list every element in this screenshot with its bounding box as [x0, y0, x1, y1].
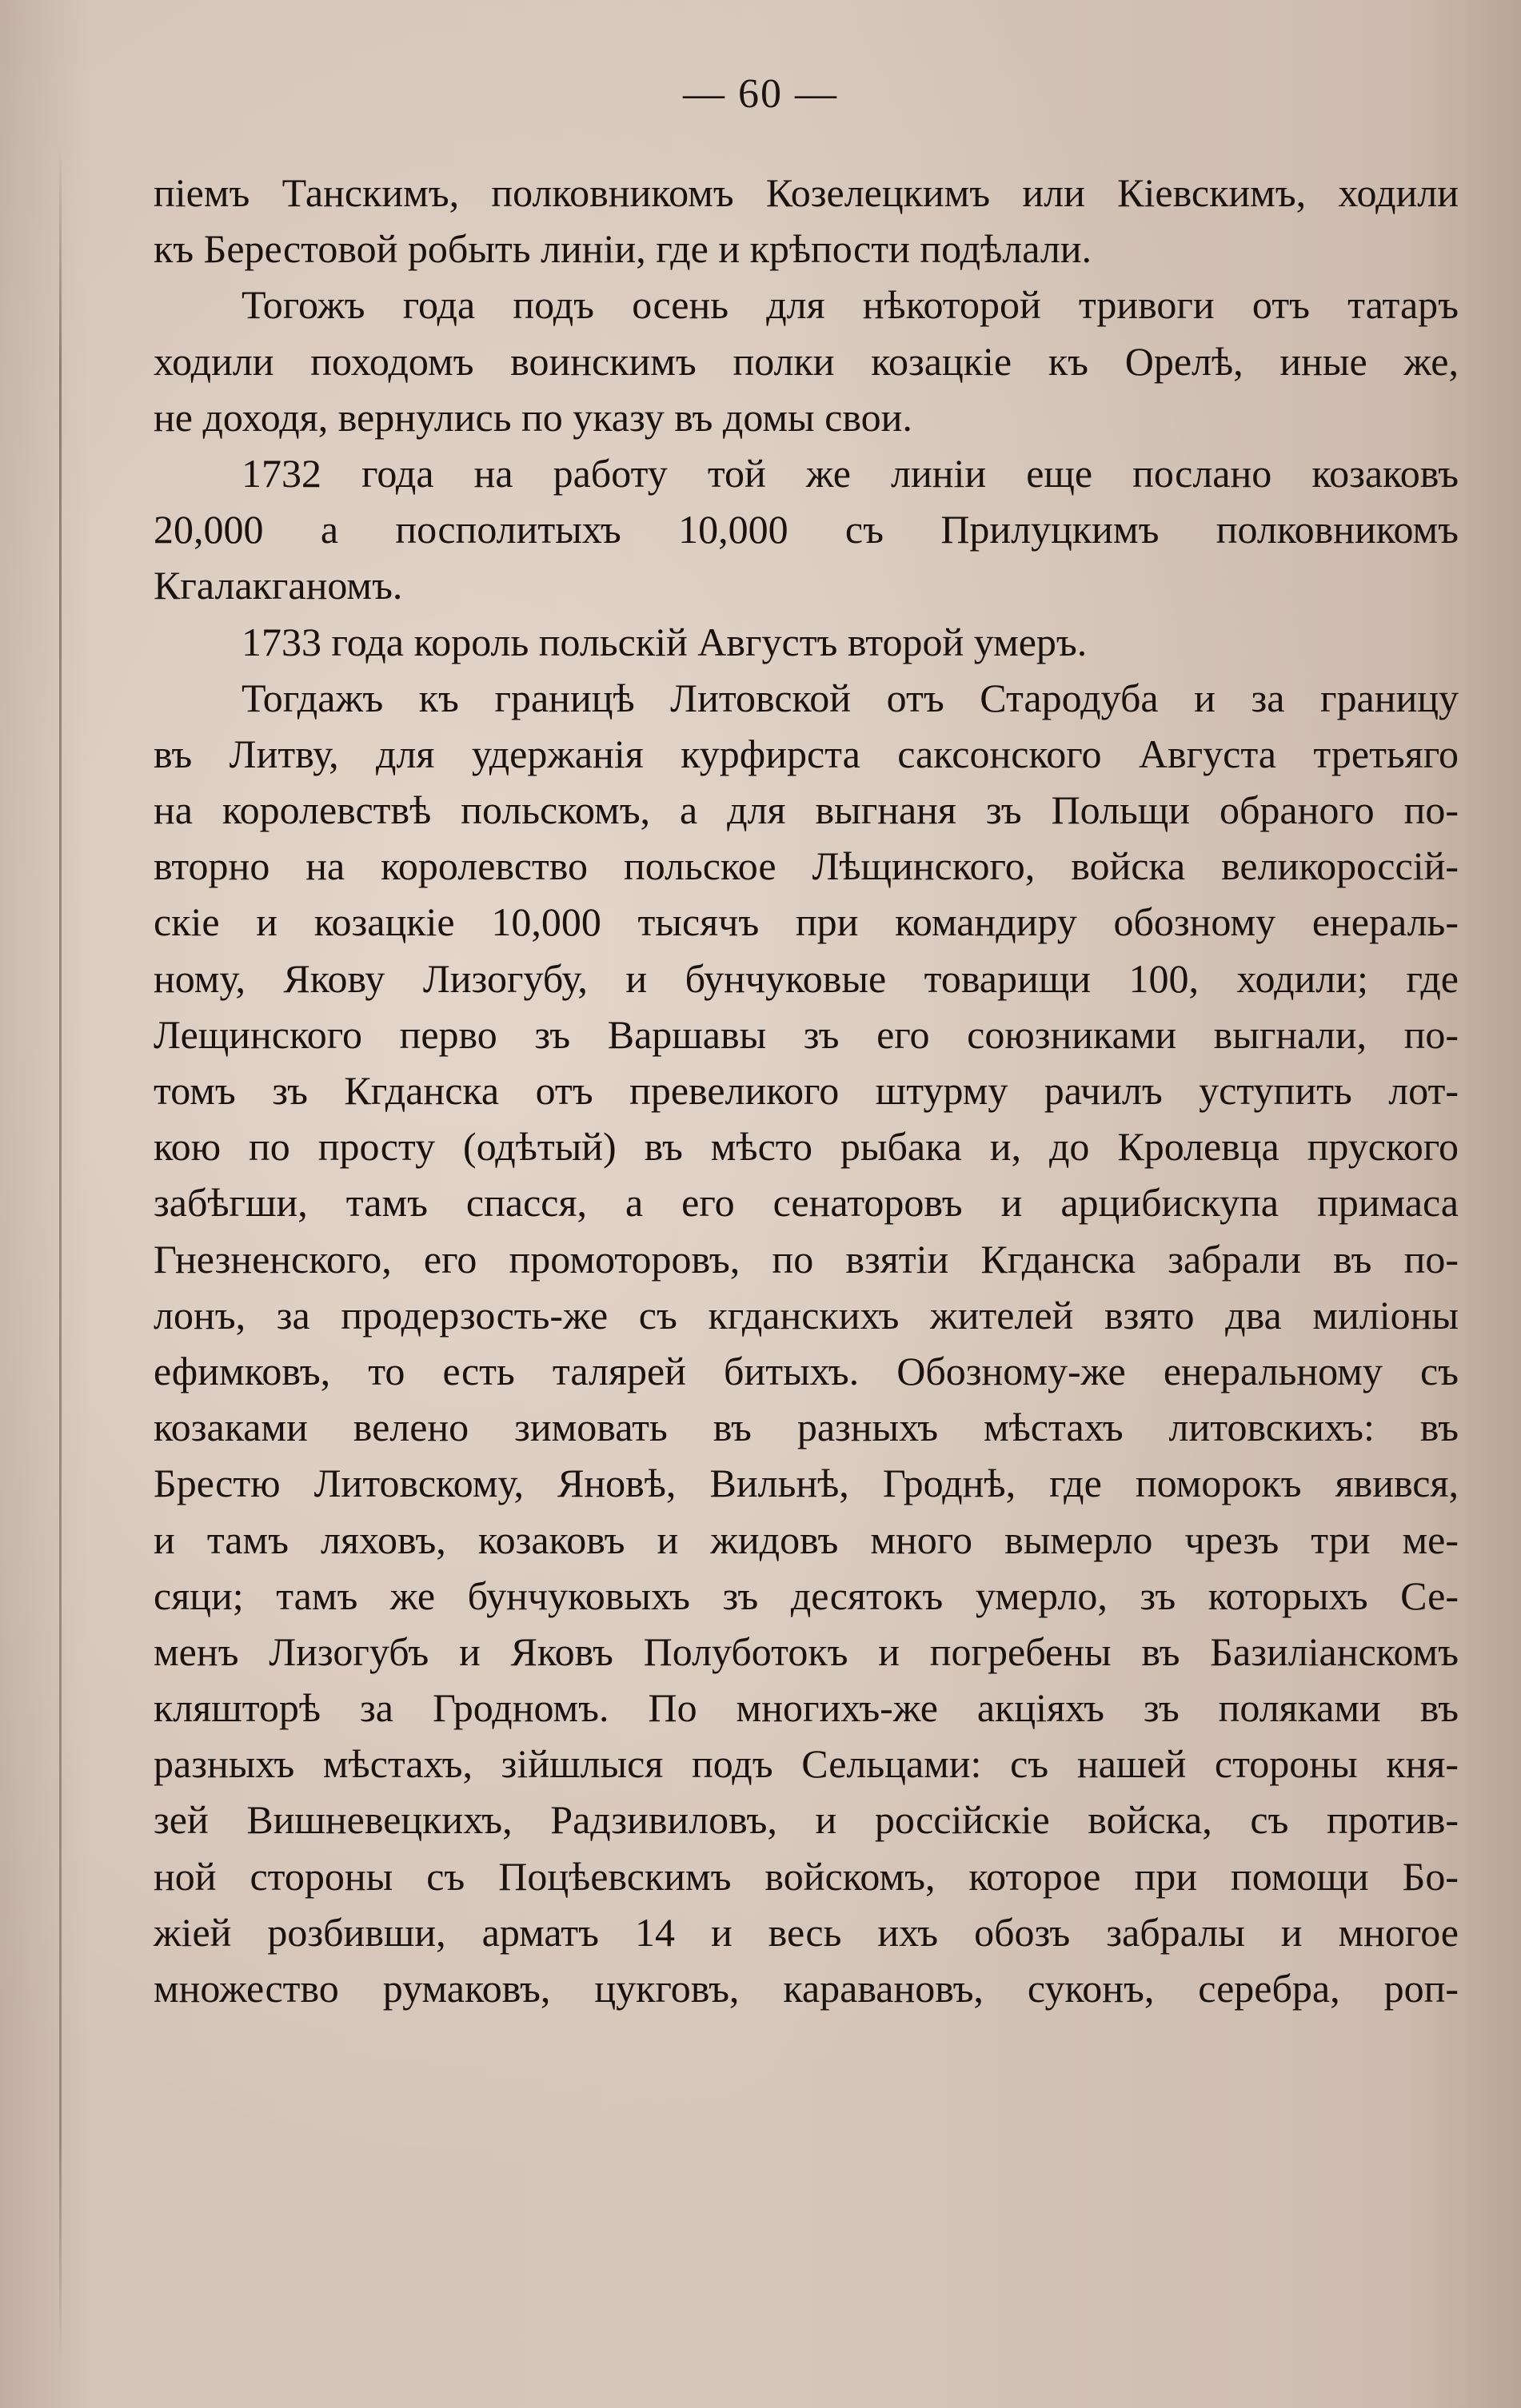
text-line: Тогдажъ къ границѣ Литовской отъ Стародуба и за границу [242, 675, 1459, 720]
text-line: ному, Якову Лизогубу, и бунчуковые товарищи 100, ходили; где [154, 955, 1459, 1001]
text-line: 1733 года король польскій Августъ второй умеръ. [242, 619, 1088, 664]
text-line: менъ Лизогубъ и Яковъ Полуботокъ и погребены въ Базиліанскомъ [154, 1629, 1459, 1674]
text-line: 1732 года на работу той же линіи еще послано козаковъ [242, 450, 1459, 496]
text-line: Брестю Литовскому, Яновѣ, Вильнѣ, Гроднѣ, где поморокъ явився, [154, 1461, 1459, 1506]
text-line: жіей розбивши, арматъ 14 и весь ихъ обозъ забралы и многое [154, 1909, 1459, 1955]
text-line: піемъ Танскимъ, полковникомъ Козелецкимъ или Кіевскимъ, ходили [154, 170, 1459, 215]
text-line: Гнезненского, его промоторовъ, по взятіи Кгданска забрали въ по- [154, 1236, 1459, 1282]
text-line: кляшторѣ за Гродномъ. По многихъ-же акціяхъ зъ поляками въ [154, 1685, 1459, 1731]
text-line: Лещинского перво зъ Варшавы зъ его союзниками выгнали, по- [154, 1011, 1459, 1057]
text-line: множество румаковъ, цукговъ, каравановъ, суконъ, серебра, роп- [154, 1966, 1459, 2011]
text-line: забѣгши, тамъ спасся, а его сенаторовъ и арцибискупа примаса [154, 1180, 1459, 1226]
text-line: на королевствѣ польскомъ, а для выгнаня зъ Польщи обраного по- [154, 787, 1459, 833]
text-line: и тамъ ляховъ, козаковъ и жидовъ много вымерло чрезъ три ме- [154, 1517, 1459, 1562]
text-line: сяци; тамъ же бунчуковыхъ зъ десятокъ умерло, зъ которыхъ Се- [154, 1573, 1459, 1618]
page-number: — 60 — [683, 71, 838, 117]
text-line: разныхъ мѣстахъ, зійшлыся подъ Сельцами: съ нашей стороны кня- [154, 1741, 1459, 1787]
text-line: въ Литву, для удержанія курфирста саксонского Августа третьяго [154, 731, 1459, 776]
text-line: ходили походомъ воинскимъ полки козацкіе къ Орелѣ, иные же, [154, 338, 1459, 384]
text-line: кою по просту (одѣтый) въ мѣсто рыбака и, до Кролевца пруского [154, 1124, 1459, 1170]
text-line: ефимковъ, то есть талярей битыхъ. Обозному-же енеральному съ [154, 1348, 1459, 1393]
text-line: ной стороны съ Поцѣевскимъ войскомъ, которое при помощи Бо- [154, 1853, 1459, 1899]
text-line: Тогожъ года подъ осень для нѣкоторой тривоги отъ татаръ [242, 282, 1459, 328]
text-line: не доходя, вернулись по указу въ домы свои. [154, 394, 912, 440]
text-line: скіе и козацкіе 10,000 тысячъ при командиру обозному енераль- [154, 899, 1459, 945]
text-line: вторно на королевство польское Лѣщинского, войска великороссій- [154, 843, 1459, 889]
text-line: къ Берестовой робыть линіи, где и крѣпости подѣлали. [154, 226, 1092, 272]
text-line: Кгалакганомъ. [154, 563, 403, 608]
text-line: 20,000 а посполитыхъ 10,000 съ Прилуцкимъ полковникомъ [154, 507, 1459, 552]
body-text [154, 165, 1459, 2016]
text-line: зей Вишневецкихъ, Радзивиловъ, и россійскіе войска, съ против- [154, 1797, 1459, 1843]
text-line: томъ зъ Кгданска отъ превеликого штурму рачилъ уступить лот- [154, 1068, 1459, 1113]
text-line: лонъ, за продерзость-же съ кгданскихъ жителей взято два милiоны [154, 1292, 1459, 1338]
page-fold-shadow [59, 144, 62, 2366]
text-line: козаками велено зимовать въ разныхъ мѣстахъ литовскихъ: въ [154, 1405, 1459, 1450]
